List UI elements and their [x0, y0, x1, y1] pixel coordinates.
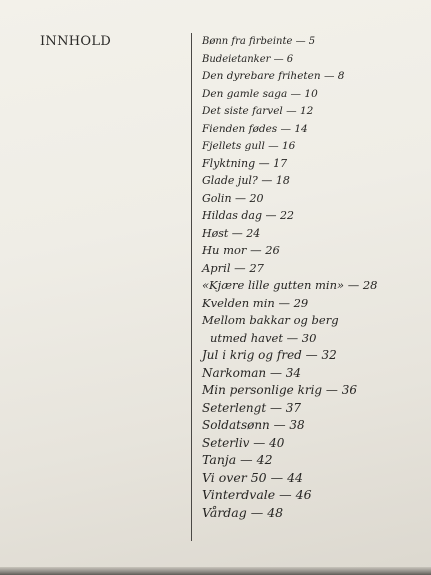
toc-entry — [202, 223, 377, 241]
toc-entry — [202, 135, 377, 153]
toc-entry-text: Narkoman — 34 — [202, 365, 302, 380]
toc-entry-text: Det siste farvel — 12 — [202, 105, 314, 117]
toc-entry-text: Golin — 20 — [202, 191, 264, 205]
toc-entry — [202, 240, 377, 258]
toc-entry — [202, 468, 377, 486]
toc-entry — [202, 258, 377, 276]
toc-entry — [202, 398, 377, 416]
toc-entry-text: Seterlengt — 37 — [202, 400, 302, 415]
toc-entry-text: Hu mor — 26 — [202, 243, 280, 257]
toc-entry-text: Den dyrebare friheten — 8 — [202, 70, 345, 82]
toc-entry — [202, 65, 377, 83]
toc-entry-text: Fienden fødes — 14 — [202, 122, 308, 135]
toc-entry-text: Bønn fra firbeinte — 5 — [202, 36, 316, 47]
toc-entry — [202, 328, 377, 346]
toc-entry — [202, 503, 377, 521]
toc-entry-text: Flyktning — 17 — [202, 156, 288, 170]
toc-entry-text: Hildas dag — 22 — [202, 209, 295, 222]
toc-entry — [202, 363, 377, 381]
toc-entry-text: Høst — 24 — [202, 226, 261, 240]
toc-entry — [202, 100, 377, 118]
toc-entry — [202, 415, 377, 433]
toc-entry-text: Mellom bakkar og berg — [202, 313, 339, 327]
toc-entry-text: Fjellets gull — 16 — [202, 140, 296, 152]
toc-entry-text: utmed havet — 30 — [210, 330, 317, 345]
toc-entry-text: Vårdag — 48 — [202, 504, 284, 520]
toc-entry-text: Vi over 50 — 44 — [202, 469, 303, 485]
toc-entry — [202, 485, 377, 503]
page-title: INNHOLD — [40, 34, 112, 49]
page-edge — [0, 567, 431, 575]
toc-entry — [202, 380, 377, 398]
toc-entry — [202, 48, 377, 66]
toc-entry-text: Kvelden min — 29 — [202, 295, 309, 310]
toc-entry — [202, 345, 377, 363]
toc-entry-text: Tanja — 42 — [202, 452, 273, 467]
toc-entry-text: Jul i krig og fred — 32 — [202, 348, 337, 362]
toc-entry — [202, 205, 377, 223]
toc-entry-text: Glade jul? — 18 — [202, 174, 290, 187]
toc-entry-text: Soldatsønn — 38 — [202, 418, 305, 432]
toc-entry — [202, 293, 377, 311]
toc-entry — [202, 433, 377, 451]
toc-entry-text: «Kjære lille gutten min» — 28 — [202, 278, 378, 292]
toc-entry — [202, 83, 377, 101]
vertical-divider — [191, 33, 192, 541]
toc-entry-text: Budeietanker — 6 — [202, 53, 294, 65]
toc-entry — [202, 30, 377, 48]
toc-entry — [202, 450, 377, 468]
toc-entry — [202, 170, 377, 188]
toc-entry-text: Seterliv — 40 — [202, 435, 285, 450]
toc-entry — [202, 118, 377, 136]
toc-entry — [202, 275, 377, 293]
toc-entry-text: Vinterdvale — 46 — [202, 487, 312, 502]
toc-entry — [202, 310, 377, 328]
toc-entry-text: April — 27 — [202, 260, 264, 275]
toc-entry-text: Min personlige krig — 36 — [202, 383, 357, 397]
table-of-contents — [202, 30, 377, 520]
toc-entry-text: Den gamle saga — 10 — [202, 87, 318, 100]
toc-entry — [202, 188, 377, 206]
